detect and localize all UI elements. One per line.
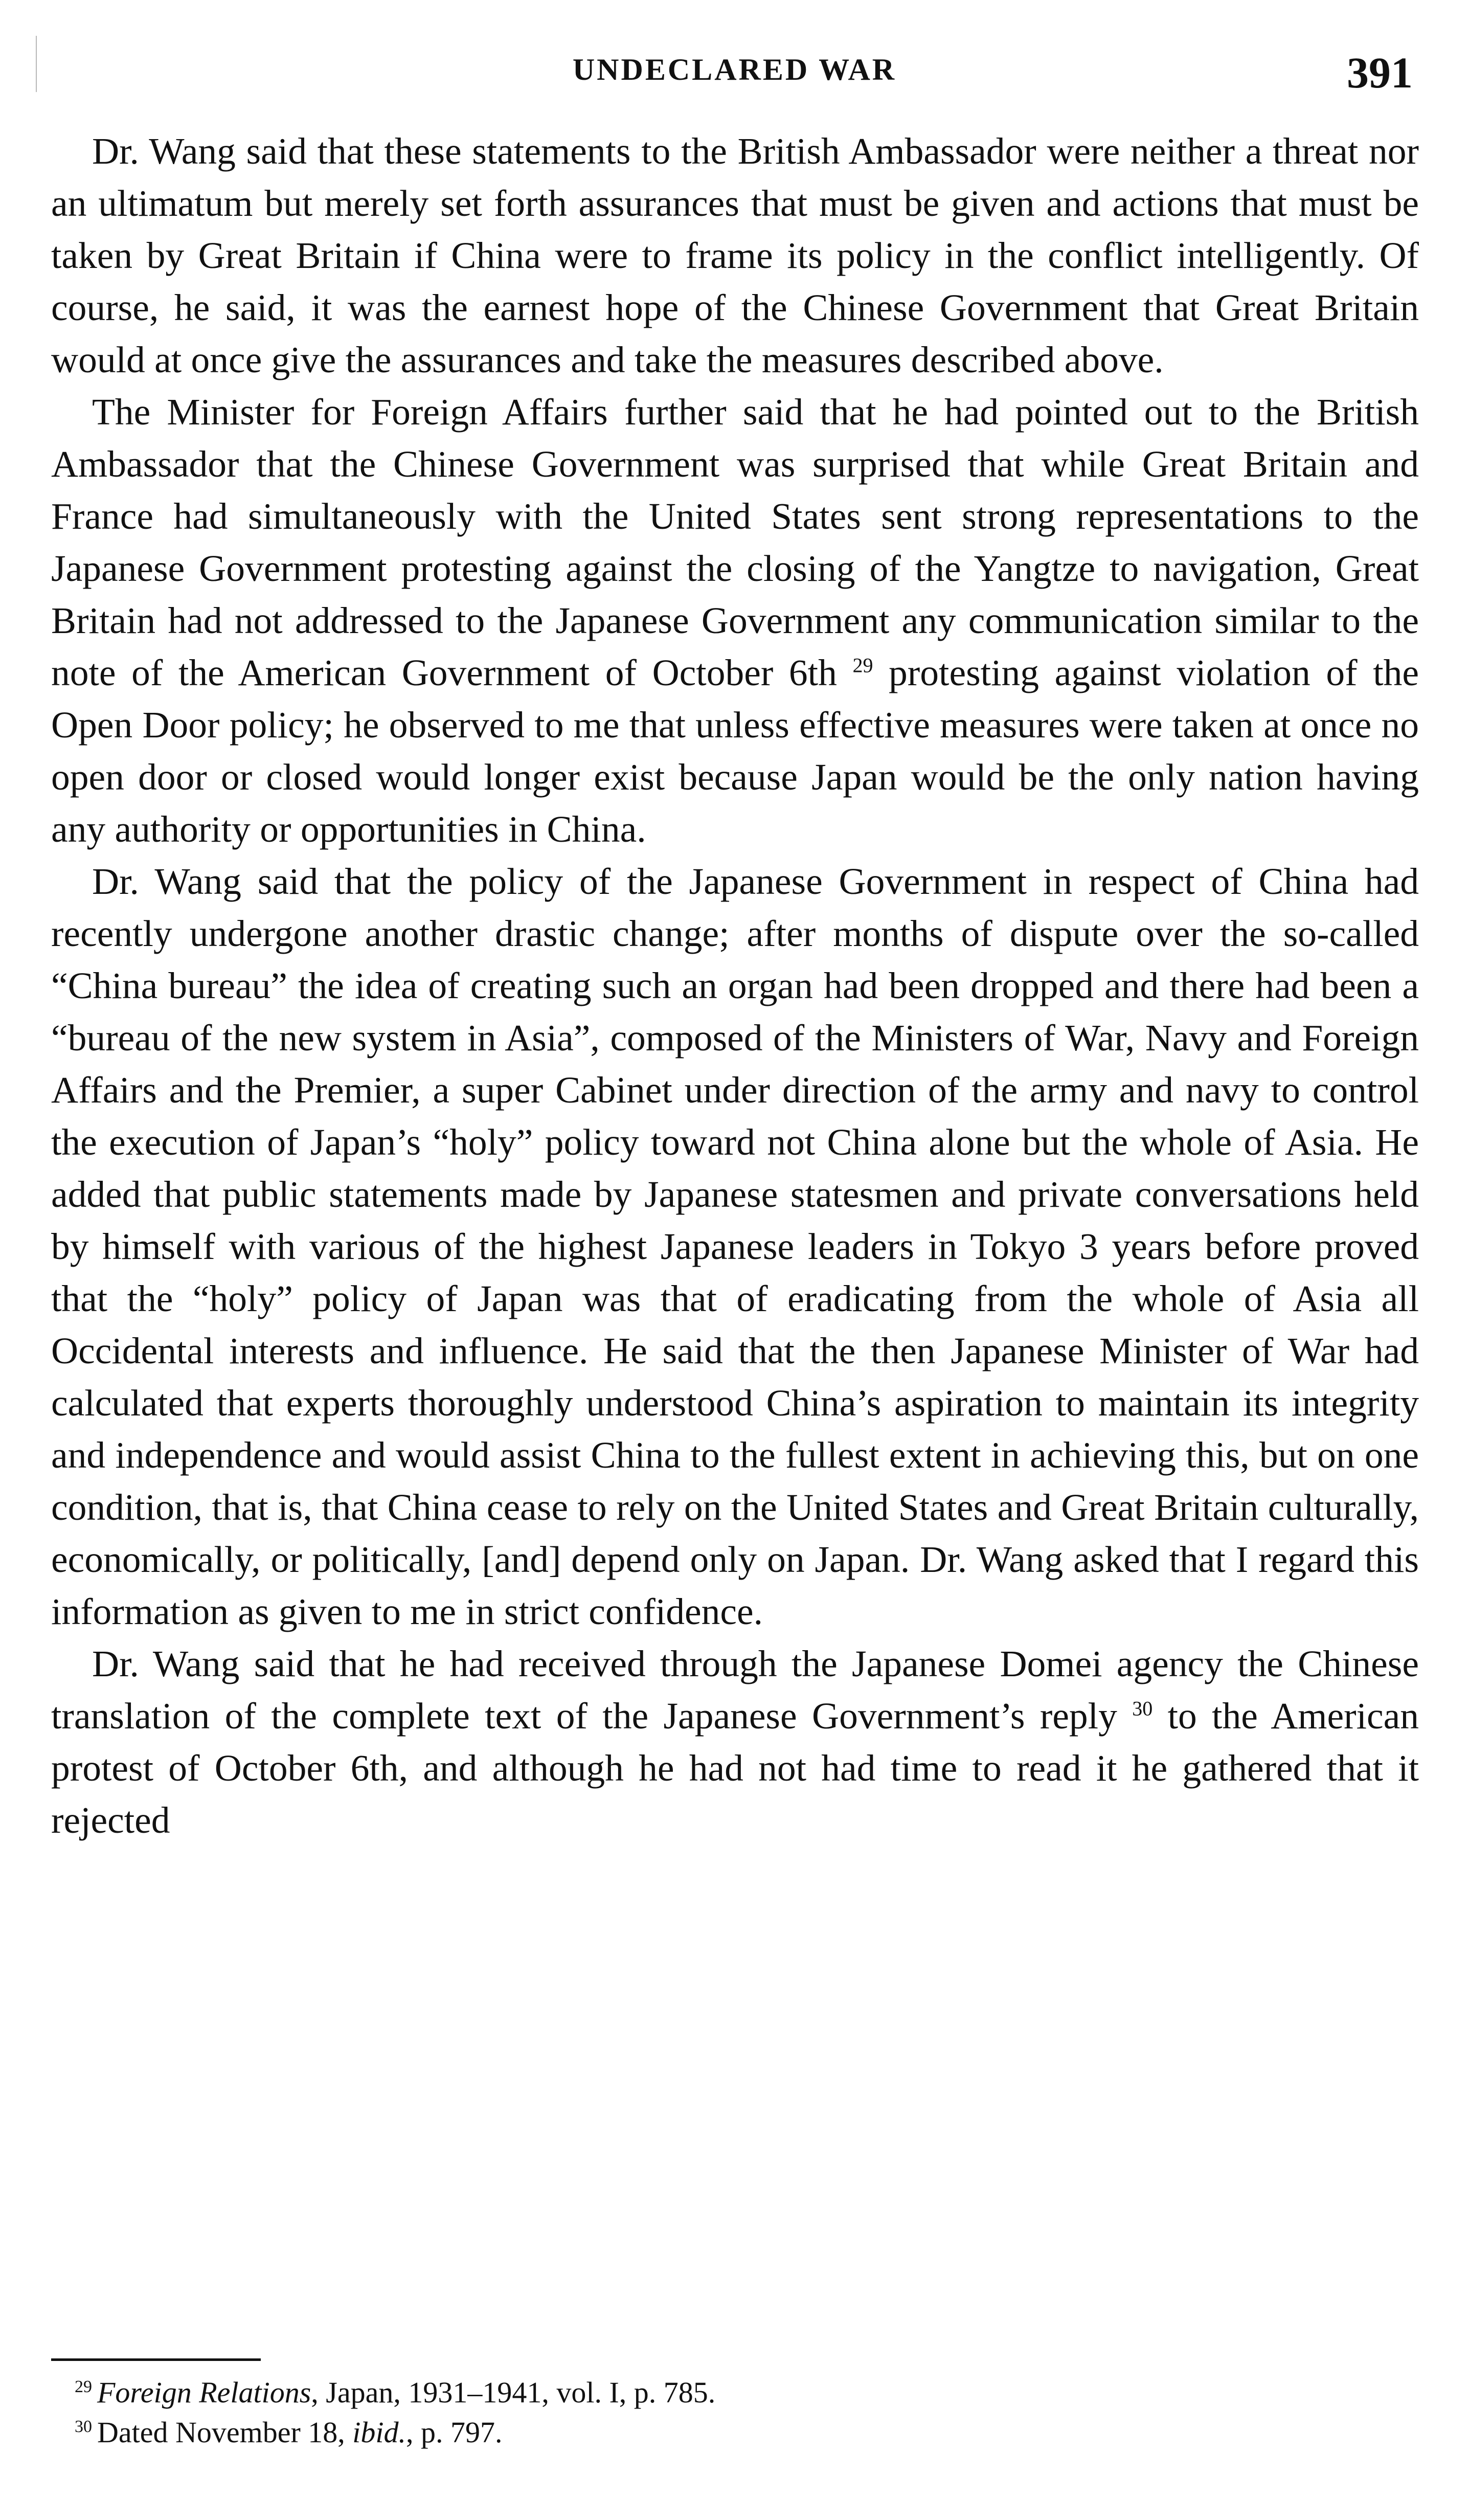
footnote-mark: 29 (75, 2377, 92, 2396)
paragraph (51, 386, 1419, 856)
footnote-divider (51, 2358, 261, 2361)
running-header (0, 47, 1469, 97)
footnote-text: Dated November 18, (97, 2416, 353, 2449)
footnote-text: , p. 785. (619, 2376, 716, 2409)
footnote-reference: 30 (1132, 1697, 1153, 1720)
paragraph (51, 856, 1419, 1638)
footnote-text: ibid. (352, 2416, 406, 2449)
footnote-mark: 30 (75, 2417, 92, 2436)
paragraph-text: Dr. Wang said that he had received through the Japanese Domei agency the Chinese translation of the complete text of the Japanese Government’s reply (51, 1643, 1419, 1737)
paragraph-text: to the American protest of October 6th, and although he had not had time to read it he gathered that it rejected (51, 1695, 1419, 1841)
paragraph-text: The Minister for Foreign Affairs further said that he had pointed out to the British Ambassador that the Chinese Government was surprised that while Great Britain and France had simultaneously with the United States sent strong representations to the Japanese Government protesting against the closing of the Yangtze to navigation, Great Britain had not addressed to the Japanese Government any communication similar to the note of the American Government of October 6th (51, 391, 1419, 693)
footnotes (51, 2373, 1381, 2452)
footnote-text: Foreign Relations (97, 2376, 311, 2409)
paragraph-text: protesting against violation of the Open Door policy; he observed to me that unless effective measures were taken at once no open door or closed would longer exist because Japan would be the only nation having any authority or opportunities in China. (51, 652, 1419, 850)
paragraph (51, 125, 1419, 386)
paragraph (51, 1638, 1419, 1847)
footnote-text: , p. 797. (406, 2416, 503, 2449)
footnote (51, 2413, 1381, 2452)
footnote-text: , Japan, 1931–1941, vol. (311, 2376, 609, 2409)
running-title: UNDECLARED WAR (572, 53, 897, 86)
paragraph-text: Dr. Wang said that these statements to the British Ambassador were neither a threat nor an ultimatum but merely set forth assurances that must be given and actions that must be taken by Great Britain if China were to frame its policy in the conflict intelligently. Of course, he said, it was the earnest hope of the Chinese Government that Great Britain would at once give the assurances and take the measures described above. (51, 130, 1419, 380)
paragraph-text: Dr. Wang said that the policy of the Japanese Government in respect of China had recently undergone another drastic change; after months of dispute over the so-called “China bureau” the idea of creating such an organ had been dropped and there had been a “bureau of the new system in Asia”, composed of the Ministers of War, Navy and Foreign Affairs and the Premier, a super Cabinet under direction of the army and navy to control the execution of Japan’s “holy” policy toward not China alone but the whole of Asia. He added that public statements made by Japanese statesmen and private conversations held by himself with various of the highest Japanese leaders in Tokyo 3 years before proved that the “holy” policy of Japan was that of eradicating from the whole of Asia all Occidental interests and influence. He said that the then Japanese Minister of War had calculated that experts thoroughly understood China’s aspiration to maintain its integrity and independence and would assist China to the fullest extent in achieving this, but on one condition, that is, that China cease to rely on the United States and Great Britain culturally, economically, or politically, [and] depend only on Japan. Dr. Wang asked that I regard this information as given to me in strict confidence. (51, 861, 1419, 1632)
footnote (51, 2373, 1381, 2413)
body-text (51, 125, 1419, 1847)
footnote-reference: 29 (852, 654, 873, 677)
footnote-text: I (609, 2376, 619, 2409)
page-number: 391 (1347, 48, 1413, 97)
